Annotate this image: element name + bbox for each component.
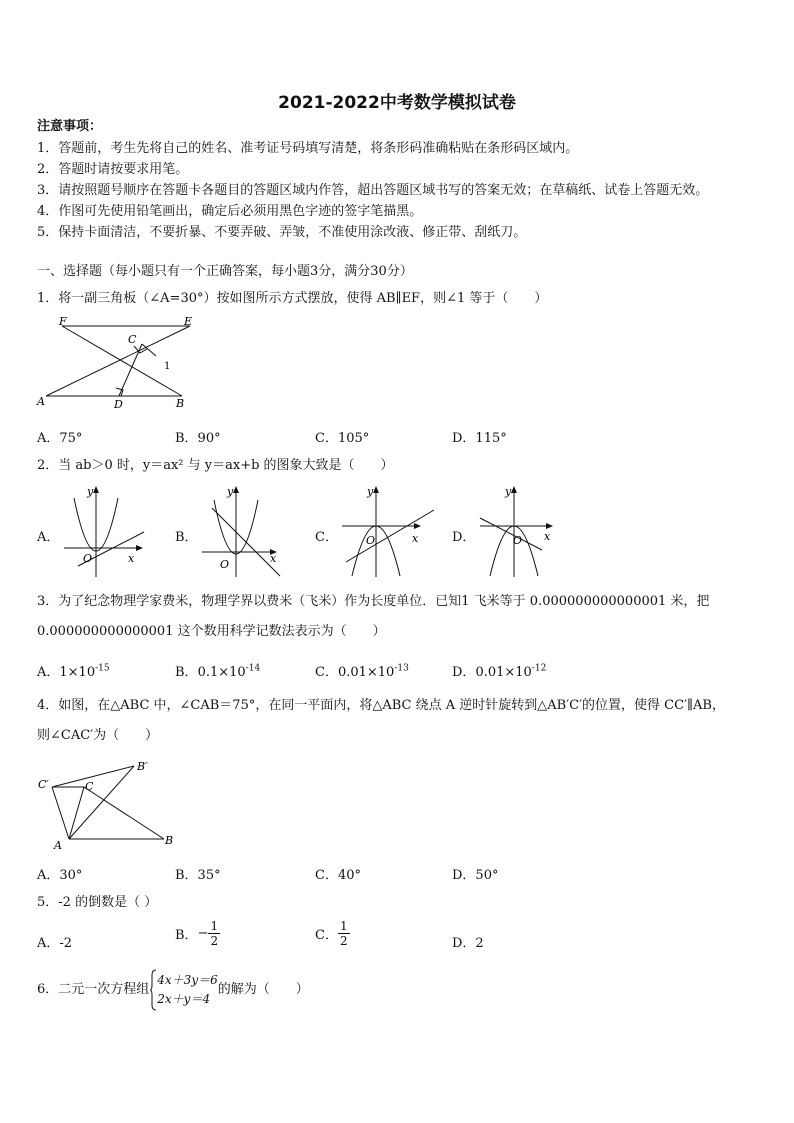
note-item: 4．作图可先使用铅笔画出，确定后必须用黑色字迹的签字笔描黑。 <box>37 204 423 219</box>
question-4-stem-line1: 4．如图，在△ABC 中，∠CAB＝75°，在同一平面内，将△ABC 绕点 A 逆时针旋转到△AB′C′的位置，使得 CC′∥AB， <box>37 698 725 713</box>
section-heading: 一、选择题（每小题只有一个正确答案，每小题3分，满分30分） <box>37 264 413 279</box>
label-b: B <box>176 397 185 410</box>
note-item: 5．保持卡面清洁，不要折暴、不要弄破、弄皱，不准使用涂改液、修正带、刮纸刀。 <box>37 225 527 240</box>
label-a: A <box>37 395 45 408</box>
q2-graph-d <box>476 484 566 580</box>
equation-system <box>149 969 217 1011</box>
q1-option-d[interactable]: D．115° <box>452 431 507 446</box>
question-6-stem: 6．二元一次方程组 4x＋3y＝6 2x＋y＝4 的解为（ ） <box>37 969 309 1011</box>
q2-option-c[interactable]: C． <box>315 530 338 545</box>
q4-option-b[interactable]: B．35° <box>175 868 221 883</box>
q2-graph-c <box>338 484 438 580</box>
question-4-stem-line2: 则∠CAC′为（ ） <box>37 728 159 743</box>
q5-option-a[interactable]: A．-2 <box>37 936 73 951</box>
q4-option-a[interactable]: A．30° <box>37 868 83 883</box>
fraction: $\frac{1}{2}$ <box>339 919 348 948</box>
q5-option-d[interactable]: D．2 <box>452 936 484 951</box>
q2-option-d[interactable]: D． <box>452 530 476 545</box>
q2-graph-a <box>60 484 150 580</box>
svg-text:y: y <box>87 485 94 498</box>
fraction: $\frac{1}{2}$ <box>210 919 219 948</box>
q1-option-c[interactable]: C．105° <box>315 431 370 446</box>
label-c-prime: C′ <box>38 778 49 791</box>
q4-option-d[interactable]: D．50° <box>452 868 499 883</box>
q3-option-a[interactable]: A．$1\times 10^{-15}$ <box>37 663 110 680</box>
label-b-prime: B′ <box>137 760 148 773</box>
q2-option-b[interactable]: B． <box>175 530 198 545</box>
svg-text:O: O <box>366 534 376 547</box>
note-item: 3．请按照题号顺序在答题卡各题目的答题区域内作答，超出答题区域书写的答案无效；在草稿纸、试卷上答题无效。 <box>37 183 709 198</box>
question-1-figure <box>34 316 204 416</box>
label-f: F <box>59 316 67 328</box>
question-2-stem: 2．当 ab＞0 时，y＝ax² 与 y＝ax+b 的图象大致是（ ） <box>37 458 394 473</box>
q1-option-a[interactable]: A．75° <box>37 431 83 446</box>
q3-option-c[interactable]: C．$0.01\times 10^{-13}$ <box>315 663 409 680</box>
q2-graph-b <box>198 484 288 580</box>
q3-option-d[interactable]: D．$0.01\times 10^{-12}$ <box>452 663 547 680</box>
label-e: E <box>184 316 193 328</box>
svg-text:y: y <box>227 485 234 498</box>
q3-option-b[interactable]: B．$0.1\times 10^{-14}$ <box>175 663 261 680</box>
label-d: D <box>114 398 123 411</box>
angle-1-label: 1 <box>164 361 171 372</box>
label-c: C <box>85 780 94 793</box>
q5-option-c[interactable]: C． $\frac{1}{2}$ <box>315 919 348 948</box>
question-1-stem: 1．将一副三角板（∠A=30°）按如图所示方式摆放，使得 AB∥EF，则∠1 等于（ ） <box>37 291 548 306</box>
question-3-stem-line1: 3．为了纪念物理学家费米，物理学界以费米（飞米）作为长度单位．已知1 飞米等于 0.000000000000001 米，把 <box>37 594 710 609</box>
svg-text:O: O <box>220 558 230 571</box>
svg-text:x: x <box>270 552 277 565</box>
question-4-figure <box>34 754 184 854</box>
svg-text:y: y <box>367 485 374 498</box>
svg-text:x: x <box>412 532 419 545</box>
equation-2: 2x＋y＝4 <box>157 992 211 1006</box>
question-5-stem: 5．-2 的倒数是（ ） <box>37 895 158 910</box>
question-3-stem-line2: 0.000000000000001 这个数用科学记数法表示为（ ） <box>37 624 386 639</box>
svg-text:O: O <box>513 534 523 547</box>
q5-option-b[interactable]: B．− $\frac{1}{2}$ <box>175 919 219 948</box>
label-b: B <box>165 834 174 847</box>
equation-1: 4x＋3y＝6 <box>157 973 218 987</box>
q4-option-c[interactable]: C．40° <box>315 868 361 883</box>
label-a: A <box>54 839 62 852</box>
page-title: 2021-2022中考数学模拟试卷 <box>278 93 516 113</box>
notes-heading: 注意事项： <box>37 119 103 134</box>
note-item: 2．答题时请按要求用笔。 <box>37 162 189 177</box>
svg-text:y: y <box>505 485 512 498</box>
note-item: 1．答题前，考生先将自己的姓名、准考证号码填写清楚，将条形码准确粘贴在条形码区域内。 <box>37 141 579 156</box>
svg-text:x: x <box>128 552 135 565</box>
svg-text:O: O <box>83 552 93 565</box>
q2-option-a[interactable]: A． <box>37 530 60 545</box>
q1-option-b[interactable]: B．90° <box>175 431 221 446</box>
label-c: C <box>128 333 137 346</box>
svg-text:x: x <box>544 530 551 543</box>
